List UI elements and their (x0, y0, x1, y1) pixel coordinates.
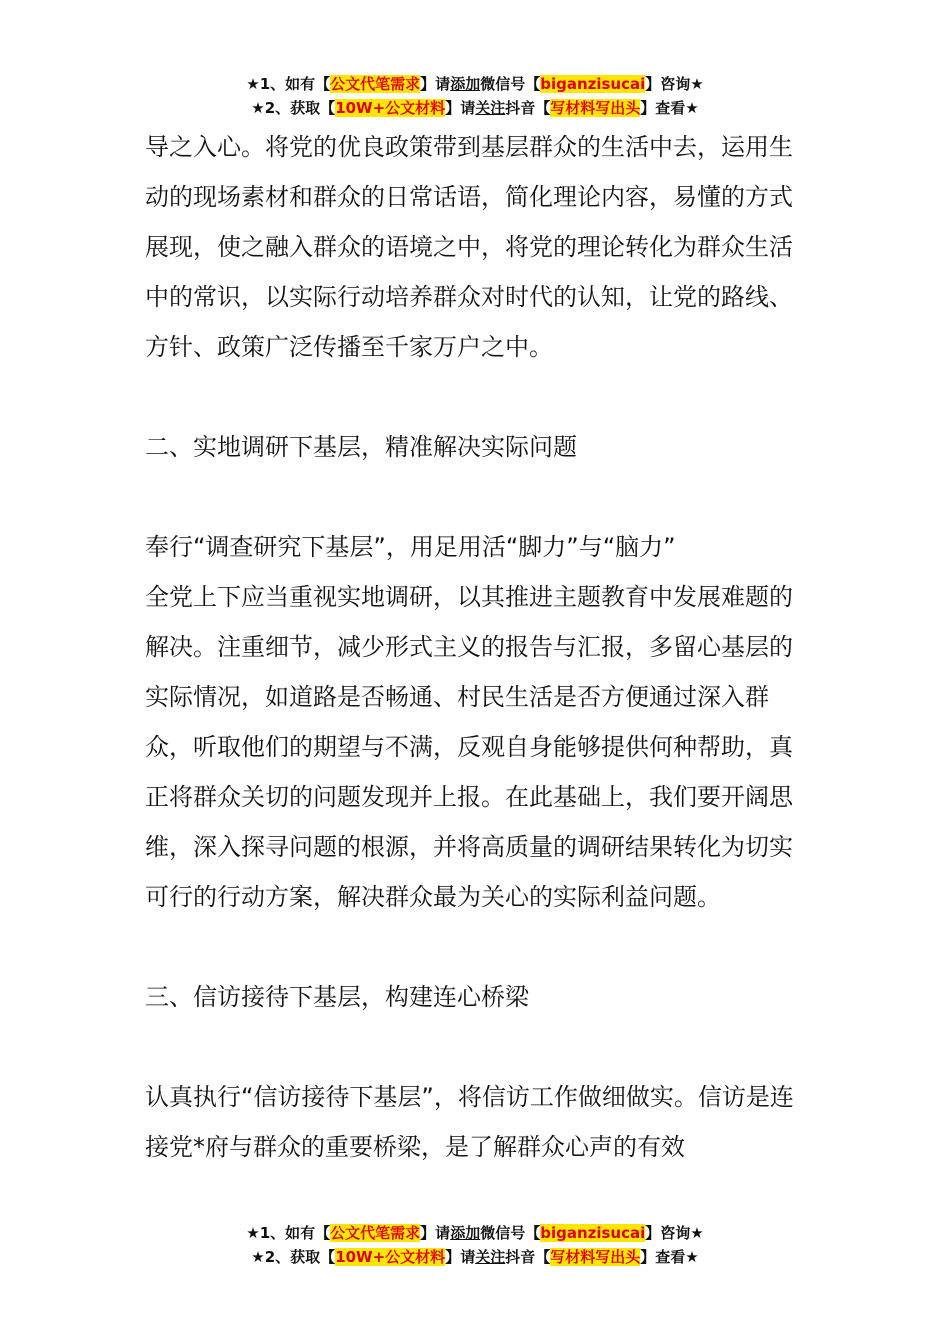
highlight-service: 公文代笔需求 (330, 1224, 421, 1242)
banner-line-2: ★2、获取【10W+公文材料】请关注抖音【写材料写出头】查看★ (251, 1248, 699, 1266)
highlight-douyin: 写材料写出头 (550, 99, 641, 117)
highlight-materials: 10W+公文材料 (335, 1248, 446, 1266)
highlight-materials: 10W+公文材料 (335, 99, 446, 117)
banner-line-1: ★1、如有【公文代笔需求】请添加微信号【biganzisucai】咨询★ (246, 1224, 704, 1242)
banner-line-1: ★1、如有【公文代笔需求】请添加微信号【biganzisucai】咨询★ (246, 75, 704, 93)
header-banner (0, 72, 950, 120)
highlight-wechat-id: biganzisucai (540, 1224, 646, 1242)
banner-line-2: ★2、获取【10W+公文材料】请关注抖音【写材料写出头】查看★ (251, 99, 699, 117)
highlight-service: 公文代笔需求 (330, 75, 421, 93)
section-heading-2: 二、实地调研下基层，精准解决实际问题 (145, 433, 577, 461)
highlight-wechat-id: biganzisucai (540, 75, 646, 93)
paragraph-2: 全党上下应当重视实地调研，以其推进主题教育中发展难题的解决。注重细节，减少形式主义的报告与汇报，多留心基层的实际情况，如道路是否畅通、村民生活是否方便通过深入群众，听取他们的期望与不满，反观自身能够提供何种帮助，真正将群众关切的问题发现并上报。在此基础上，我们要开阔思维，深入探寻问题的根源，并将高质量的调研结果转化为切实可行的行动方案，解决群众最为关心的实际利益问题。 (145, 583, 793, 911)
document-body (145, 122, 810, 1172)
paragraph-1: 导之入心。将党的优良政策带到基层群众的生活中去，运用生动的现场素材和群众的日常话语，简化理论内容，易懂的方式展现，使之融入群众的语境之中，将党的理论转化为群众生活中的常识，以实际行动培养群众对时代的认知，让党的路线、方针、政策广泛传播至千家万户之中。 (145, 133, 793, 361)
highlight-douyin: 写材料写出头 (550, 1248, 641, 1266)
paragraph-2-first-line: 奉行“调查研究下基层”，用足用活“脚力”与“脑力” (145, 533, 676, 561)
section-heading-3: 三、信访接待下基层，构建连心桥梁 (145, 983, 529, 1011)
footer-banner (0, 1221, 950, 1269)
paragraph-3: 认真执行“信访接待下基层”，将信访工作做细做实。信访是连接党*府与群众的重要桥梁，是了解群众心声的有效 (145, 1083, 794, 1161)
